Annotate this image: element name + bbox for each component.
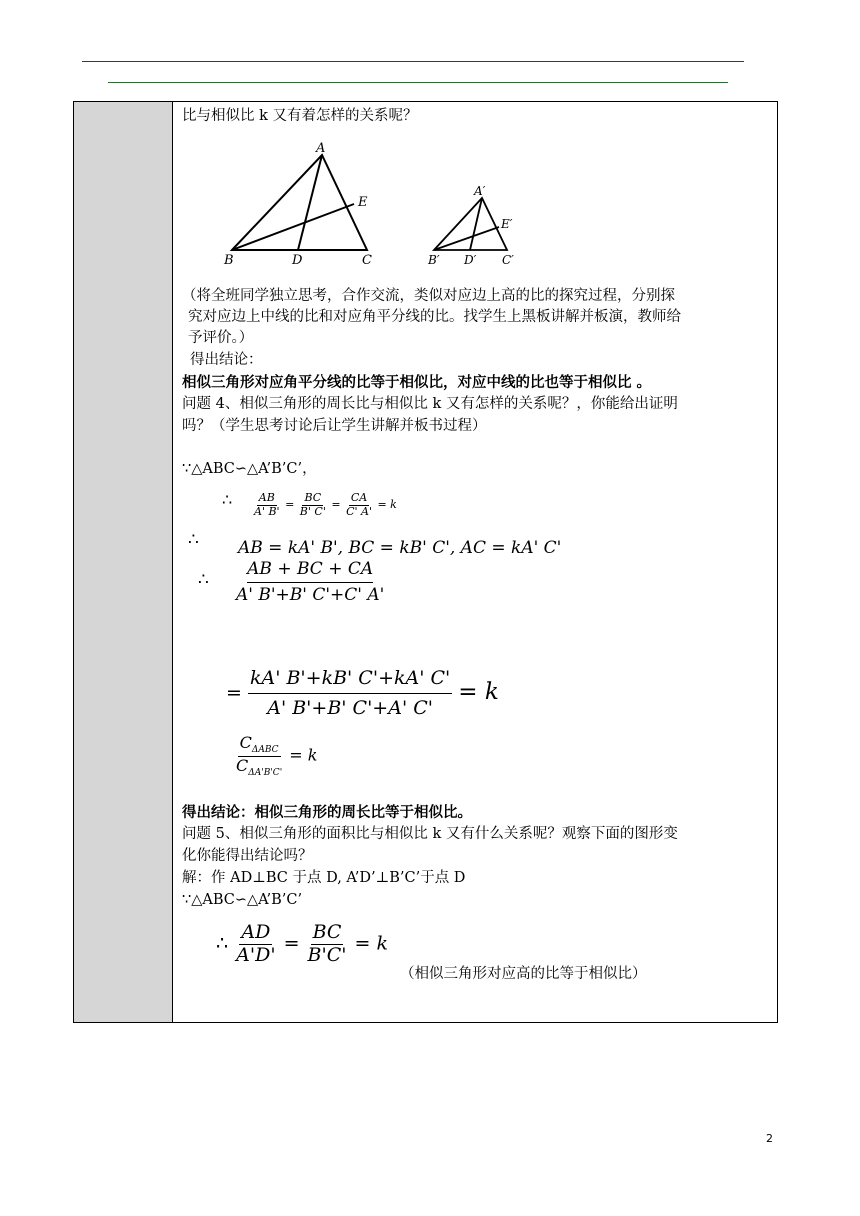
explore-line-3: 予评价。） xyxy=(188,330,254,346)
height-ratio-note: （相似三角形对应高的比等于相似比） xyxy=(400,966,647,982)
conclusion-label: 得出结论： xyxy=(190,352,263,368)
label-e: E xyxy=(358,195,368,210)
triangle-abc xyxy=(232,155,367,250)
question-5-line-1: 问题 5、相似三角形的面积比与相似比 k 又有什么关系呢？观察下面的图形变 xyxy=(182,826,678,842)
label-a-prime: A′ xyxy=(474,184,486,198)
label-e-prime: E′ xyxy=(501,217,513,231)
label-b: B xyxy=(224,253,234,268)
header-rule xyxy=(82,61,744,62)
ratio-equation: $\frac{AB}{A' B'}$ = $\frac{BC}{B' C'}$ = $\frac{CA}{C' A'}$ = k xyxy=(254,491,397,518)
intro-line: 比与相似比 k 又有着怎样的关系呢？ xyxy=(182,108,418,124)
conclusion-angle-bisector: 相似三角形对应角平分线的比等于相似比，对应中线的比也等于相似比 。 xyxy=(182,374,652,391)
lesson-table xyxy=(73,101,778,1023)
question-4-line-1: 问题 4、相似三角形的周长比与相似比 k 又有怎样的关系呢？，你能给出证明 xyxy=(182,396,678,412)
table-content-cell xyxy=(182,102,769,1022)
table-left-column xyxy=(74,102,173,1022)
label-d-prime: D′ xyxy=(464,253,477,267)
question-5-line-2: 化你能得出结论吗？ xyxy=(182,848,313,864)
perimeter-ratio-fraction: $\frac{AB + BC + CA}{A' B'+B' C'+C' A'}$ xyxy=(236,559,385,605)
therefore-symbol-1: ∴ xyxy=(222,490,233,509)
therefore-symbol-3: ∴ xyxy=(198,570,209,590)
page-number: 2 xyxy=(766,1132,773,1145)
explore-line-2: 究对应边上中线的比和对应角平分线的比。找学生上黑板讲解并板演，教师给 xyxy=(188,309,681,325)
solution-line: 解：作 AD⊥BC 于点 D, A’D’⊥B’C’于点 D xyxy=(182,870,466,886)
therefore-symbol-2: ∴ xyxy=(188,530,199,550)
question-4-line-2: 吗？（学生思考讨论后让学生讲解并板书过程） xyxy=(182,418,487,434)
header-rule-green xyxy=(108,82,728,83)
label-c: C xyxy=(362,253,372,268)
similar-triangles-figure xyxy=(202,138,532,268)
because-statement-1: ∵△ABC∽△A’B’C’， xyxy=(182,461,317,477)
conclusion-perimeter: 得出结论：相似三角形的周长比等于相似比。 xyxy=(182,804,472,821)
label-c-prime: C′ xyxy=(502,253,514,267)
label-b-prime: B′ xyxy=(428,253,440,267)
perimeter-ratio-expanded: = $\frac{kA' B'+kB' C'+kA' C'}{A' B'+B' C'+A' C'}$ = k xyxy=(226,667,499,719)
side-equations: AB = kA' B', BC = kB' C', AC = kA' C' xyxy=(238,538,562,558)
perimeter-ratio-result: $\frac{C_{\Delta ABC}}{C_{\Delta A'B'C'}}$ = k xyxy=(236,733,318,778)
label-d: D xyxy=(292,253,303,268)
triangle-abc-prime xyxy=(434,198,507,250)
because-statement-2: ∵△ABC∽△A’B’C’ xyxy=(182,892,303,908)
explore-line-1: （将全班同学独立思考，合作交流，类似对应边上高的比的探究过程，分别探 xyxy=(182,288,675,304)
height-ratio-equation: ∴ $\frac{AD}{A'D'}$ = $\frac{BC}{B'C'}$ = k xyxy=(216,921,389,966)
label-a: A xyxy=(316,141,326,156)
